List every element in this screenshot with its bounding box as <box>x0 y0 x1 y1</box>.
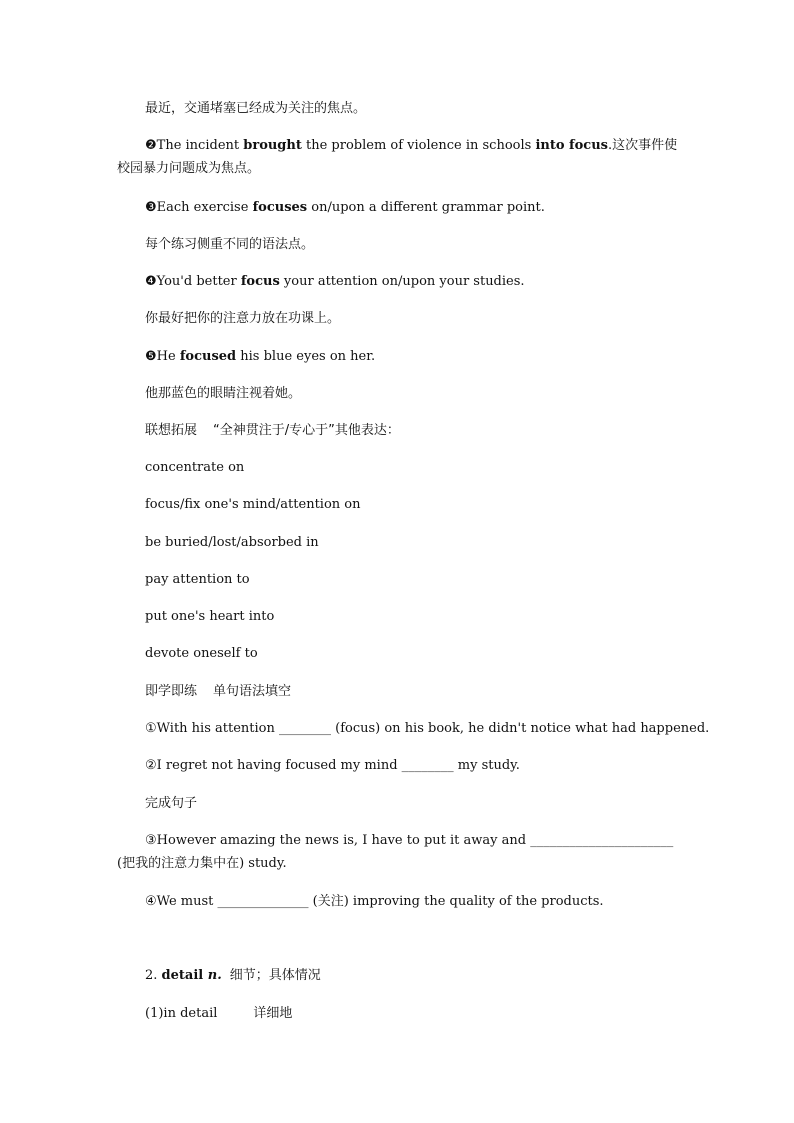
phrase: (1)in detail <box>145 1006 218 1021</box>
section-label: 联想拓展 <box>145 423 198 438</box>
keyword: focused <box>179 349 237 364</box>
phrase-item: put one's heart into <box>145 609 275 624</box>
phrase-item: pay attention to <box>145 572 250 587</box>
practice-heading: 即学即练 单句语法填空 <box>145 684 292 699</box>
vocab-entry-detail: 2. detail n. 细节；具体情况 <box>145 968 321 983</box>
keyword: brought <box>243 138 302 153</box>
example-5: ❺He focused his blue eyes on her. <box>145 349 376 364</box>
headword: detail <box>161 968 204 983</box>
example-number: ❷ <box>145 138 157 153</box>
example-4-translation: 你最好把你的注意力放在功课上。 <box>145 311 341 326</box>
phrase-item: focus/fix one's mind/attention on <box>145 497 361 512</box>
expand-heading: 联想拓展 “全神贯注于/专心于”其他表达： <box>145 423 400 438</box>
keyword: into focus <box>535 138 608 153</box>
question-1: ①With his attention ________ (focus) on his book, he didn't notice what had happened. <box>145 721 710 736</box>
example-3: ❸Each exercise focuses on/upon a different grammar point. <box>145 200 545 215</box>
keyword: focus <box>240 274 280 289</box>
vocab-sub-entry: (1)in detail 详细地 <box>145 1006 293 1021</box>
example-3-translation: 每个练习侧重不同的语法点。 <box>145 237 315 252</box>
phrase-item: devote oneself to <box>145 646 258 661</box>
question-2: ②I regret not having focused my mind ________ my study. <box>145 758 520 773</box>
part-of-speech: n. <box>203 968 222 983</box>
example-5-translation: 他那蓝色的眼睛注视着她。 <box>145 386 302 401</box>
example-4: ❹You'd better focus your attention on/upon your studies. <box>145 274 525 289</box>
keyword: focuses <box>252 200 308 215</box>
example-2: ❷The incident brought the problem of violence in schools into focus.这次事件使校园暴力问题成为焦点。 <box>117 138 678 176</box>
question-3: ③However amazing the news is, I have to put it away and ______________________ (把我的注意力集中在) study. <box>117 833 674 871</box>
complete-heading: 完成句子 <box>145 796 198 811</box>
phrase-item: be buried/lost/absorbed in <box>145 535 319 550</box>
phrase-item: concentrate on <box>145 460 245 475</box>
section-label: 即学即练 <box>145 684 198 699</box>
question-4: ④We must ______________ (关注) improving the quality of the products. <box>145 894 604 909</box>
sentence-translation: 最近，交通堵塞已经成为关注的焦点。 <box>145 101 367 116</box>
